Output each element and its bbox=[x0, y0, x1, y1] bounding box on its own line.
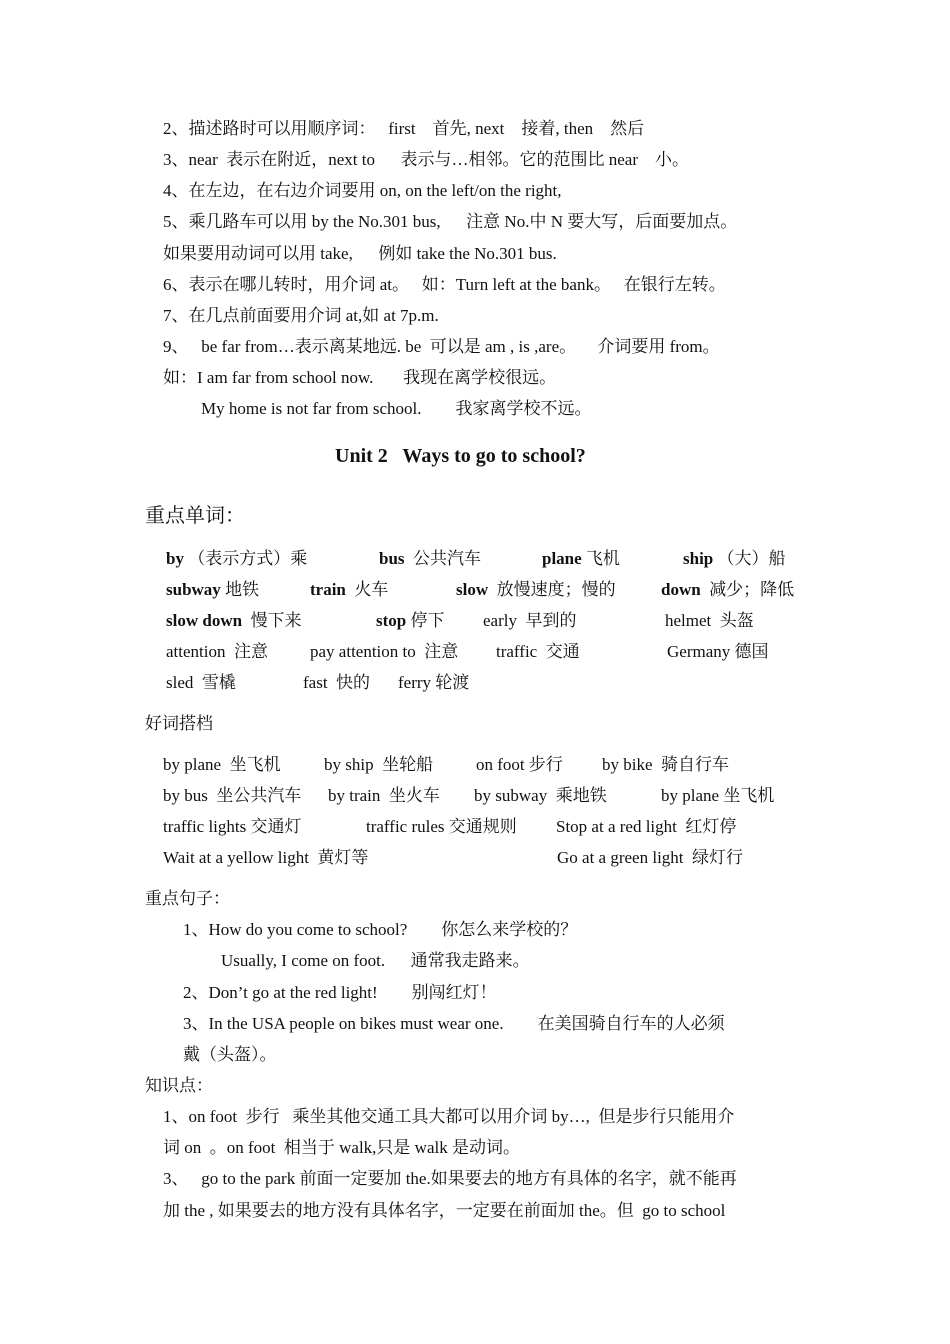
vocab-item: attention 注意 bbox=[166, 642, 268, 661]
vocab-item: helmet 头盔 bbox=[665, 611, 754, 630]
vocab-heading: 重点单词： bbox=[145, 505, 245, 527]
phrase-item: traffic lights 交通灯 bbox=[163, 817, 302, 836]
phrase-item: by bus 坐公共汽车 bbox=[163, 786, 302, 805]
vocab-item: plane 飞机 bbox=[542, 549, 620, 568]
vocab-item: sled 雪橇 bbox=[166, 673, 236, 692]
note-line: 3、near 表示在附近，next to 表示与…相邻。它的范围比 near 小。 bbox=[163, 150, 689, 169]
phrase-item: by ship 坐轮船 bbox=[324, 755, 434, 774]
knowledge-line: 加 the , 如果要去的地方没有具体名字，一定要在前面加 the。但 go to school bbox=[163, 1201, 726, 1220]
note-line: 7、在几点前面要用介词 at,如 at 7p.m. bbox=[163, 306, 439, 325]
vocab-item: subway 地铁 bbox=[166, 580, 260, 599]
vocab-item: early 早到的 bbox=[483, 611, 577, 630]
phrase-item: Stop at a red light 红灯停 bbox=[556, 817, 737, 836]
sentences-heading: 重点句子： bbox=[145, 889, 230, 908]
phrase-item: by subway 乘地铁 bbox=[474, 786, 607, 805]
vocab-item: fast 快的 bbox=[303, 673, 371, 692]
note-line: 4、在左边，在右边介词要用 on, on the left/on the right, bbox=[163, 181, 562, 200]
note-line: 6、表示在哪儿转时，用介词 at。 如：Turn left at the bank。 在银行左转。 bbox=[163, 275, 726, 294]
phrase-item: Wait at a yellow light 黄灯等 bbox=[163, 848, 369, 867]
vocab-item: stop 停下 bbox=[376, 611, 445, 630]
note-line: 如：I am far from school now. 我现在离学校很远。 bbox=[163, 368, 557, 387]
sentence-line: 1、How do you come to school? 你怎么来学校的？ bbox=[183, 920, 578, 939]
vocab-item: pay attention to 注意 bbox=[310, 642, 459, 661]
vocab-item: ferry 轮渡 bbox=[398, 673, 470, 692]
vocab-item: slow down 慢下来 bbox=[166, 611, 302, 630]
note-line: My home is not far from school. 我家离学校不远。 bbox=[201, 399, 592, 418]
phrase-item: by plane 坐飞机 bbox=[163, 755, 281, 774]
sentence-line: 3、In the USA people on bikes must wear one. 在美国骑自行车的人必须 bbox=[183, 1014, 725, 1033]
phrases-heading: 好词搭档 bbox=[145, 714, 213, 733]
knowledge-heading: 知识点： bbox=[145, 1076, 213, 1095]
knowledge-line: 1、on foot 步行 乘坐其他交通工具大都可以用介词 by…, 但是步行只能用介 bbox=[163, 1107, 735, 1126]
vocab-item: ship （大）船 bbox=[683, 549, 786, 568]
note-line: 2、描述路时可以用顺序词： first 首先, next 接着, then 然后 bbox=[163, 119, 645, 138]
vocab-item: slow 放慢速度；慢的 bbox=[456, 580, 616, 599]
vocab-item: train 火车 bbox=[310, 580, 389, 599]
vocab-item: traffic 交通 bbox=[496, 642, 580, 661]
sentence-line: Usually, I come on foot. 通常我走路来。 bbox=[221, 951, 530, 970]
knowledge-line: 词 on 。on foot 相当于 walk,只是 walk 是动词。 bbox=[163, 1138, 520, 1157]
vocab-item: by （表示方式）乘 bbox=[166, 549, 308, 568]
phrase-item: traffic rules 交通规则 bbox=[366, 817, 517, 836]
phrase-item: by plane 坐飞机 bbox=[661, 786, 775, 805]
sentence-line: 2、Don’t go at the red light! 别闯红灯！ bbox=[183, 983, 497, 1002]
note-line: 5、乘几路车可以用 by the No.301 bus, 注意 No.中 N 要大写，后面要加点。 bbox=[163, 212, 738, 231]
note-line: 9、 be far from…表示离某地远. be 可以是 am , is ,are。 介词要用 from。 bbox=[163, 337, 720, 356]
note-line: 如果要用动词可以用 take, 例如 take the No.301 bus. bbox=[163, 244, 557, 263]
phrase-item: Go at a green light 绿灯行 bbox=[557, 848, 744, 867]
knowledge-line: 3、 go to the park 前面一定要加 the.如果要去的地方有具体的名字，就不能再 bbox=[163, 1169, 737, 1188]
vocab-item: down 减少；降低 bbox=[661, 580, 795, 599]
phrase-item: on foot 步行 bbox=[476, 755, 563, 774]
sentence-line: 戴（头盔）。 bbox=[183, 1045, 277, 1064]
phrase-item: by bike 骑自行车 bbox=[602, 755, 730, 774]
unit-title: Unit 2 Ways to go to school? bbox=[335, 445, 586, 467]
vocab-item: bus 公共汽车 bbox=[379, 549, 482, 568]
vocab-item: Germany 德国 bbox=[667, 642, 769, 661]
phrase-item: by train 坐火车 bbox=[328, 786, 440, 805]
